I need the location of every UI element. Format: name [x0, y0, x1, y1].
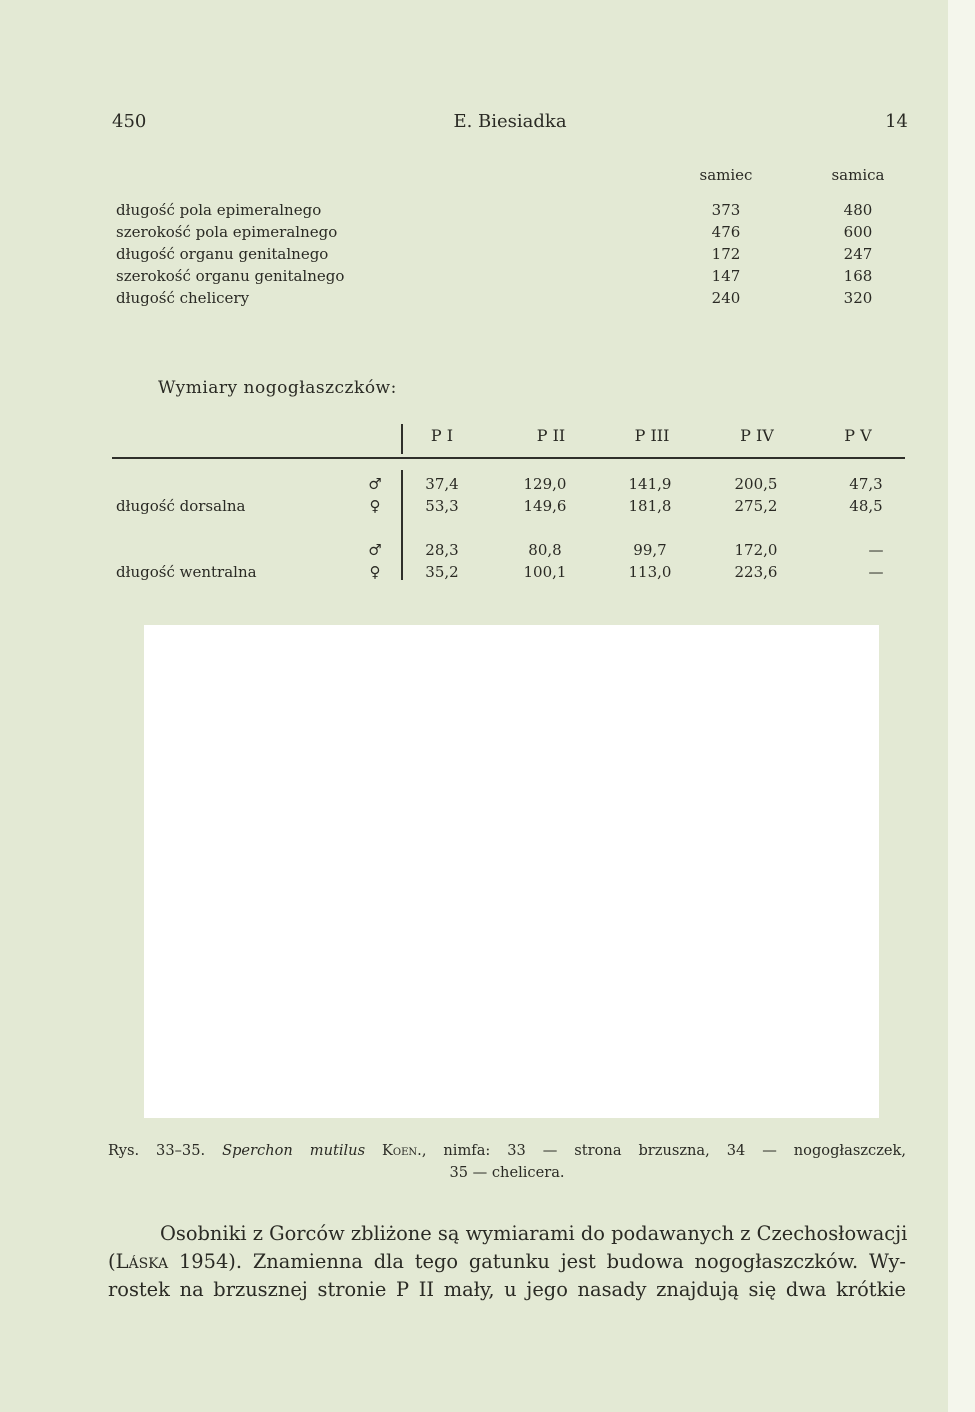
body-line-1: Osobniki z Gorców zbliżone są wymiarami do podawanych z Czechosłowacji: [160, 1222, 908, 1245]
value-female: 320: [843, 289, 873, 307]
row-label: długość organu genitalnego: [116, 245, 329, 263]
value-male: 147: [711, 267, 741, 285]
value-male: 172: [711, 245, 741, 263]
column-header-p3: P III: [634, 426, 670, 445]
value-male: 476: [711, 223, 741, 241]
table-row: [0, 201, 975, 223]
row-label: szerokość pola epimeralnego: [116, 223, 338, 241]
value-male: 240: [711, 289, 741, 307]
author-name: E. Biesiadka: [453, 111, 567, 132]
value-female: 168: [843, 267, 873, 285]
table-row: [0, 289, 975, 311]
value-cell: 28,3: [425, 541, 459, 559]
caption-line-1: [108, 1140, 906, 1162]
legs-table-title: Wymiary nogogłaszczków:: [158, 378, 397, 398]
measurements-table-header: [0, 166, 975, 188]
body-line-2-rest: 1954). Znamienna dla tego gatunku jest budowa nogogłaszczków. Wy-: [168, 1250, 906, 1273]
sex-symbol-male: ♂: [368, 541, 382, 559]
caption-rest: , nimfa: 33 — strona brzuszna, 34 — nogogłaszczek,: [421, 1142, 907, 1159]
table-row: [0, 223, 975, 245]
caption-authority: Koen.: [382, 1142, 422, 1159]
caption-species: Sperchon mutilus: [222, 1142, 366, 1159]
sex-symbol-male: ♂: [368, 475, 382, 493]
table-row: [0, 475, 975, 497]
value-cell: —: [868, 563, 884, 581]
row-label: długość dorsalna: [116, 497, 246, 515]
value-cell: 99,7: [633, 541, 667, 559]
value-cell: 48,5: [849, 497, 883, 515]
row-label: długość pola epimeralnego: [116, 201, 322, 219]
row-label: długość chelicery: [116, 289, 250, 307]
caption-prefix: Rys. 33–35.: [108, 1142, 206, 1159]
column-header-p1: P I: [430, 426, 454, 445]
value-male: 373: [711, 201, 741, 219]
value-cell: 141,9: [628, 475, 672, 493]
table-row: [0, 497, 975, 519]
table-row: [0, 267, 975, 289]
sex-symbol-female: ♀: [369, 563, 381, 581]
table-row: [0, 245, 975, 267]
value-cell: 80,8: [528, 541, 562, 559]
figure-caption: [108, 1140, 906, 1184]
value-cell: 172,0: [734, 541, 778, 559]
body-paragraph: [108, 1220, 906, 1304]
value-cell: 275,2: [734, 497, 778, 515]
value-cell: 53,3: [425, 497, 459, 515]
caption-line-2: 35 — chelicera.: [449, 1164, 565, 1181]
value-cell: 149,6: [523, 497, 567, 515]
cited-author: Láska: [115, 1250, 169, 1273]
value-female: 247: [843, 245, 873, 263]
column-header-female: samica: [831, 166, 885, 184]
value-cell: 37,4: [425, 475, 459, 493]
legs-table-header: [0, 426, 975, 448]
column-header-p5: P V: [844, 426, 872, 445]
value-cell: 181,8: [628, 497, 672, 515]
sex-symbol-female: ♀: [369, 497, 381, 515]
value-cell: 100,1: [523, 563, 567, 581]
row-label: szerokość organu genitalnego: [116, 267, 345, 285]
column-header-p2: P II: [536, 426, 566, 445]
column-header-male: samiec: [699, 166, 753, 184]
value-cell: 35,2: [425, 563, 459, 581]
figure-area: [144, 625, 879, 1118]
header-divider: [401, 424, 403, 454]
running-header: [112, 111, 908, 137]
row-label: długość wentralna: [116, 563, 257, 581]
value-cell: 200,5: [734, 475, 778, 493]
value-cell: —: [868, 541, 884, 559]
value-female: 600: [843, 223, 873, 241]
paren-open: (: [108, 1250, 116, 1273]
value-cell: 113,0: [628, 563, 672, 581]
column-header-p4: P IV: [740, 426, 774, 445]
body-line-2: [108, 1248, 906, 1276]
table-row: [0, 563, 975, 585]
table-row: [0, 541, 975, 563]
section-number: 14: [885, 111, 908, 132]
value-cell: 47,3: [849, 475, 883, 493]
value-female: 480: [843, 201, 873, 219]
value-cell: 129,0: [523, 475, 567, 493]
header-rule: [112, 457, 905, 459]
body-line-3: rostek na brzusznej stronie P II mały, u jego nasady znajdują się dwa krótkie: [108, 1278, 906, 1301]
value-cell: 223,6: [734, 563, 778, 581]
page-number: 450: [112, 111, 147, 132]
